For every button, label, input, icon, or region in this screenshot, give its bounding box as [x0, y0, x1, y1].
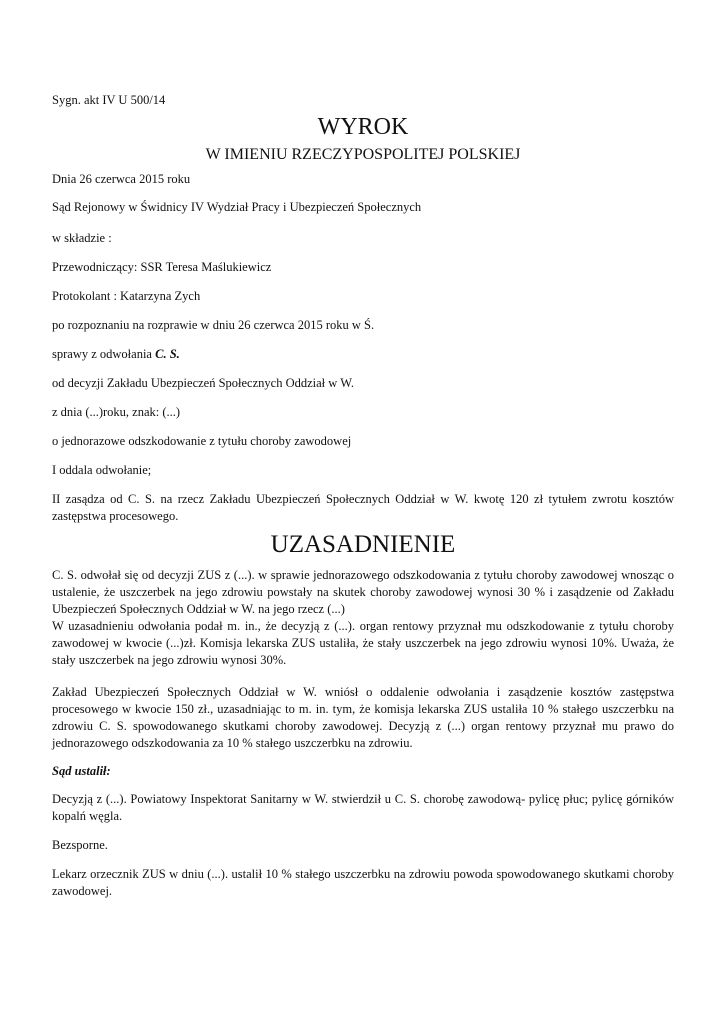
- hearing-line: po rozpoznaniu na rozprawie w dniu 26 czerwca 2015 roku w Ś.: [52, 318, 375, 332]
- finding-undisputed: Bezsporne.: [52, 838, 108, 852]
- finding-paragraph-1: Decyzją z (...). Powiatowy Inspektorat Sanitarny w W. stwierdził u C. S. chorobę zawodową- pylicę płuc; pylicę górników kopalń węgla.: [52, 792, 674, 823]
- case-subject: o jednorazowe odszkodowanie z tytułu choroby zawodowej: [52, 434, 352, 448]
- justification-title: UZASADNIENIE: [270, 531, 456, 558]
- justification-paragraph-1a: C. S. odwołał się od decyzji ZUS z (...). w sprawie jednorazowego odszkodowania z tytułu choroby zawodowej wnosząc o ustalenie, że uszczerbek na jego zdrowiu powstały na skutek choroby zawodowej wynosi 30 % i zasądzenie od Zakładu Ubezpieczeń Społecznych Oddział w W. na jego rzecz (...): [52, 568, 674, 616]
- justification-paragraph-2: Zakład Ubezpieczeń Społecznych Oddział w W. wniósł o oddalenie odwołania i zasądzenie kosztów zastępstwa procesowego w kwocie 150 zł., uzasadniając to m. in. tym, że komisja lekarska ZUS ustaliła 10 % stałego uszczerbku na zdrowiu C. S. spowodowanego skutkami choroby zawodowej. Decyzją z (...) organ rentowy przyznał mu prawo do jednorazowego odszkodowania za 10 % stałego uszczerbku na zdrowiu.: [52, 685, 674, 750]
- case-line: [52, 346, 674, 363]
- court-clerk: Protokolant : Katarzyna Zych: [52, 289, 201, 303]
- case-prefix: sprawy z odwołania: [52, 347, 156, 361]
- presiding-judge: Przewodniczący: SSR Teresa Maślukiewicz: [52, 260, 272, 274]
- case-signature: Sygn. akt IV U 500/14: [52, 93, 166, 107]
- decision-from: od decyzji Zakładu Ubezpieczeń Społecznych Oddział w W.: [52, 376, 354, 390]
- judgment-date: Dnia 26 czerwca 2015 roku: [52, 172, 191, 186]
- court-found-heading: Sąd ustalił:: [52, 764, 111, 778]
- justification-paragraph-1b: W uzasadnieniu odwołania podał m. in., że decyzją z (...). organ rentowy przyznał mu odszkodowanie z tytułu choroby zawodowej w kwocie (...)zł. Komisja lekarska ZUS ustaliła, że stały uszczerbek na jego zdrowiu wynosi 10%. Uważa, że stały uszczerbek na jego zdrowiu wynosi 30%.: [52, 619, 674, 667]
- decision-date: z dnia (...)roku, znak: (...): [52, 405, 181, 419]
- document-subtitle: W IMIENIU RZECZYPOSPOLITEJ POLSKIEJ: [205, 146, 521, 163]
- ruling-point-1: I oddala odwołanie;: [52, 463, 152, 477]
- composition-label: w składzie :: [52, 231, 112, 245]
- ruling-point-2: II zasądza od C. S. na rzecz Zakładu Ubezpieczeń Społecznych Oddział w W. kwotę 120 zł tytułem zwrotu kosztów zastępstwa procesowego.: [52, 492, 674, 523]
- case-party: C. S.: [155, 347, 180, 361]
- court-name: Sąd Rejonowy w Świdnicy IV Wydział Pracy i Ubezpieczeń Społecznych: [52, 200, 422, 214]
- finding-paragraph-2: Lekarz orzecznik ZUS w dniu (...). ustalił 10 % stałego uszczerbku na zdrowiu powoda spowodowanego skutkami choroby zawodowej.: [52, 867, 674, 898]
- document-title: WYROK: [317, 114, 409, 140]
